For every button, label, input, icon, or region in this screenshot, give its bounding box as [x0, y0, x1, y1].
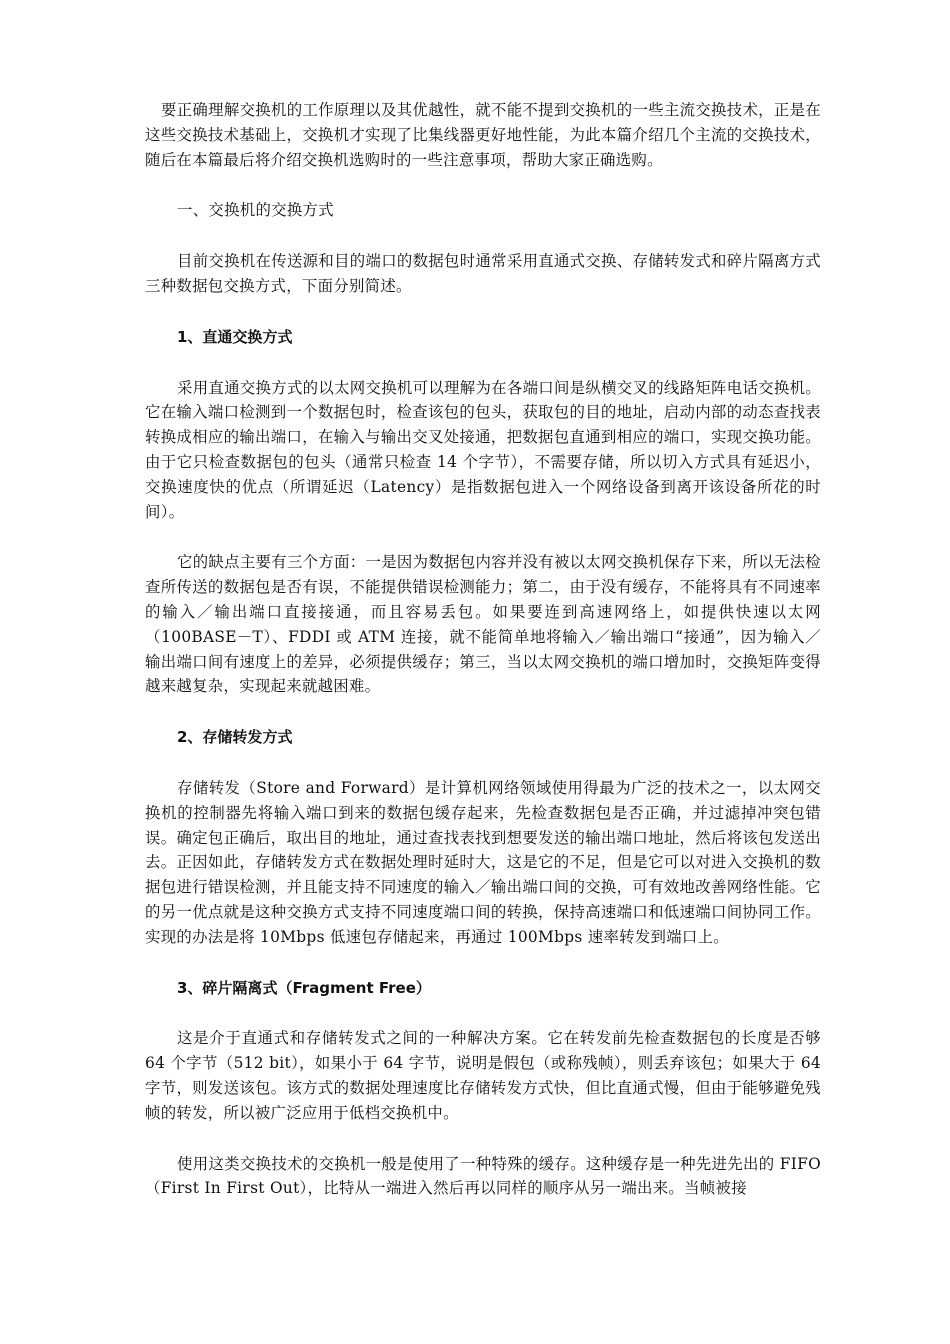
- heading-store-forward: 2、存储转发方式: [177, 728, 293, 747]
- section-title: 一、交换机的交换方式: [177, 201, 334, 220]
- section-intro-paragraph: 目前交换机在传送源和目的端口的数据包时通常采用直通式交换、存储转发式和碎片隔离方式三种数据包交换方式，下面分别简述。: [145, 252, 821, 295]
- fifo-paragraph: 使用这类交换技术的交换机一般是使用了一种特殊的缓存。这种缓存是一种先进先出的 FIFO（First In First Out），比特从一端进入然后再以同样的顺序从另一端出来。当帧被接: [145, 1154, 821, 1198]
- intro-paragraph: 要正确理解交换机的工作原理以及其优越性，就不能不提到交换机的一些主流交换技术，正是在这些交换技术基础上，交换机才实现了比集线器更好地性能，为此本篇介绍几个主流的交换技术，随后在本篇最后将介绍交换机选购时的一些注意事项，帮助大家正确选购。: [145, 101, 821, 169]
- store-forward-paragraph: 存储转发（Store and Forward）是计算机网络领域使用得最为广泛的技术之一，以太网交换机的控制器先将输入端口到来的数据包缓存起来，先检查数据包是否正确，并过滤掉冲突包错误。确定包正确后，取出目的地址，通过查找表找到想要发送的输出端口地址，然后将该包发送出去。正因如此，存储转发方式在数据处理时延时大，这是它的不足，但是它可以对进入交换机的数据包进行错误检测，并且能支持不同速度的输入／输出端口间的交换，可有效地改善网络性能。它的另一优点就是这种交换方式支持不同速度端口间的转换，保持高速端口和低速端口间协同工作。实现的办法是将 10Mbps 低速包存储起来，再通过 100Mbps 速率转发到端口上。: [145, 778, 821, 946]
- cut-through-drawbacks-paragraph: 它的缺点主要有三个方面：一是因为数据包内容并没有被以太网交换机保存下来，所以无法检查所传送的数据包是否有误，不能提供错误检测能力；第二，由于没有缓存，不能将具有不同速率的输入／输出端口直接接通，而且容易丢包。如果要连到高速网络上，如提供快速以太网（100BASE－T）、FDDI 或 ATM 连接，就不能简单地将输入／输出端口“接通”，因为输入／输出端口间有速度上的差异，必须提供缓存；第三，当以太网交换机的端口增加时，交换矩阵变得越来越复杂，实现起来就越困难。: [145, 553, 821, 696]
- heading-cut-through: 1、直通交换方式: [177, 327, 293, 346]
- heading-fragment-free: 3、碎片隔离式（Fragment Free）: [177, 978, 431, 997]
- document-page: [145, 98, 821, 1201]
- fragment-free-paragraph: 这是介于直通式和存储转发式之间的一种解决方案。它在转发前先检查数据包的长度是否够 64 个字节（512 bit），如果小于 64 字节，说明是假包（或称残帧），则丢弃该包；如果大于 64 字节，则发送该包。该方式的数据处理速度比存储转发方式快，但比直通式慢，但由于能够避免残帧的转发，所以被广泛应用于低档交换机中。: [145, 1029, 821, 1122]
- cut-through-paragraph: 采用直通交换方式的以太网交换机可以理解为在各端口间是纵横交叉的线路矩阵电话交换机。它在输入端口检测到一个数据包时，检查该包的包头，获取包的目的地址，启动内部的动态查找表转换成相应的输出端口，在输入与输出交叉处接通，把数据包直通到相应的端口，实现交换功能。由于它只检查数据包的包头（通常只检查 14 个字节），不需要存储，所以切入方式具有延迟小，交换速度快的优点（所谓延迟（Latency）是指数据包进入一个网络设备到离开该设备所花的时间）。: [145, 378, 821, 521]
